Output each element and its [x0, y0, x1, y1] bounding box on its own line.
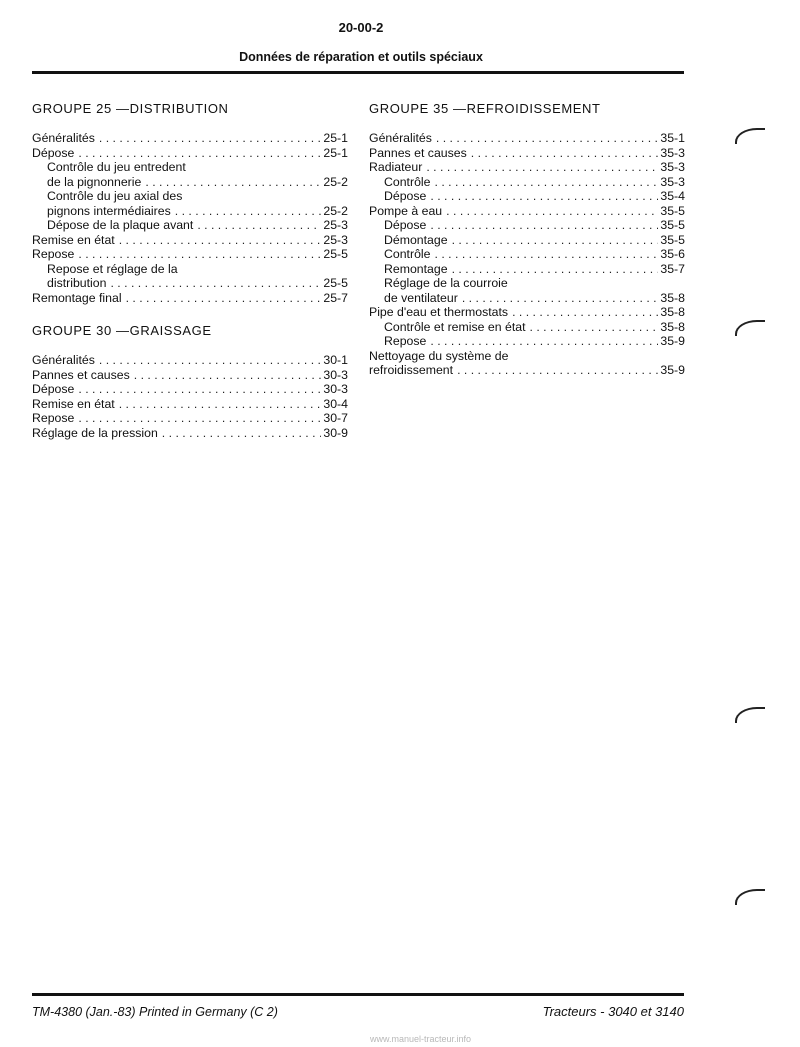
toc-entry: [369, 146, 685, 161]
dot-leader: [452, 233, 659, 248]
toc-entry: [32, 146, 348, 161]
toc-page-number: 30-3: [323, 382, 348, 396]
group-title: GROUPE 30 —GRAISSAGE: [32, 323, 212, 338]
toc-entry-label: Contrôle: [384, 174, 431, 189]
toc-page-number: 25-1: [323, 131, 348, 145]
footer-rule: [32, 993, 684, 996]
dot-leader: [430, 218, 658, 233]
dot-leader: [78, 382, 321, 397]
footer-model-title: Tracteurs - 3040 et 3140: [542, 1004, 684, 1019]
toc-entry-label: Remise en état: [32, 396, 115, 411]
binder-tab-marker: [735, 889, 765, 905]
toc-entry: [32, 426, 348, 441]
toc-entry-label: Pompe à eau: [369, 203, 443, 218]
toc-entry-label: de la pignonnerie: [47, 174, 142, 189]
toc-entry-label: Démontage: [384, 232, 448, 247]
toc-entry: [369, 233, 685, 248]
toc-page-number: 35-7: [660, 261, 685, 276]
toc-entry-label: Dépose: [384, 189, 427, 203]
toc-page-number: 25-3: [323, 218, 348, 232]
toc-entry-label: Remise en état: [32, 232, 115, 247]
toc-page-number: 35-8: [660, 319, 685, 334]
toc-entry: [32, 204, 348, 219]
toc-page-number: 25-1: [323, 145, 348, 160]
toc-entry-label: Remontage final: [32, 290, 122, 305]
toc-entry-label: Nettoyage du système de: [369, 348, 509, 363]
toc-page-number: 35-5: [660, 203, 685, 218]
toc-page-number: 35-6: [660, 247, 685, 261]
toc-entry-label: Dépose: [384, 218, 427, 232]
toc-entry-label: Dépose: [32, 382, 75, 396]
toc-page-number: 35-9: [660, 334, 685, 348]
toc-entry-line: [32, 189, 348, 204]
toc-page-number: 35-4: [660, 189, 685, 203]
dot-leader: [119, 233, 322, 248]
toc-entry-label: Repose et réglage de la: [47, 261, 178, 276]
binder-tab-marker: [735, 707, 765, 723]
toc-page-number: 25-2: [323, 203, 348, 218]
toc-entry-label: Réglage de la courroie: [384, 276, 508, 290]
toc-entry-label: Repose: [32, 247, 75, 261]
toc-page-number: 30-1: [323, 353, 348, 367]
toc-entry: [369, 320, 685, 335]
toc-entry: [32, 353, 348, 368]
toc-entry-label: Remontage: [384, 261, 448, 276]
group-title: GROUPE 25 —DISTRIBUTION: [32, 101, 229, 116]
toc-entry: [32, 276, 348, 291]
footer-manual-reference: TM-4380 (Jan.-83) Printed in Germany (C 2): [32, 1005, 278, 1019]
dot-leader: [110, 276, 321, 291]
toc-entry-line: [369, 349, 685, 364]
dot-leader: [434, 247, 658, 262]
toc-page-number: 35-3: [660, 174, 685, 189]
toc-page-number: 25-3: [323, 232, 348, 247]
dot-leader: [434, 175, 658, 190]
left-column: [32, 100, 348, 440]
toc-page-number: 35-5: [660, 218, 685, 232]
toc-entry-label: Pipe d'eau et thermostats: [369, 305, 509, 319]
toc-page-number: 25-5: [323, 247, 348, 261]
toc-page-number: 35-3: [660, 145, 685, 160]
toc-entry: [369, 204, 685, 219]
toc-page-number: 30-7: [323, 411, 348, 425]
dot-leader: [175, 204, 322, 219]
binder-tab-marker: [735, 128, 765, 144]
binder-tab-marker: [735, 320, 765, 336]
toc-entry: [369, 131, 685, 146]
dot-leader: [78, 247, 321, 262]
toc-entry-label: Généralités: [369, 131, 432, 145]
page-subtitle: Données de réparation et outils spéciaux: [239, 50, 483, 64]
toc-page-number: 25-2: [323, 174, 348, 189]
dot-leader: [426, 160, 658, 175]
toc-entry-label: Réglage de la pression: [32, 425, 158, 440]
toc-entry-label: Généralités: [32, 353, 95, 367]
toc-entry-label: Pannes et causes: [32, 367, 130, 382]
toc-entry: [32, 291, 348, 306]
toc-page-number: 35-5: [660, 232, 685, 247]
toc-page-number: 30-4: [323, 396, 348, 411]
toc-page-number: 35-8: [660, 305, 685, 319]
dot-leader: [119, 397, 322, 412]
toc-entry: [32, 411, 348, 426]
toc-entry: [369, 262, 685, 277]
toc-entry: [32, 218, 348, 233]
toc-page-number: 25-7: [323, 290, 348, 305]
toc-entry-label: Repose: [384, 334, 427, 348]
dot-leader: [430, 334, 658, 349]
dot-leader: [99, 131, 321, 146]
toc-entry-label: distribution: [47, 276, 107, 290]
dot-leader: [126, 291, 322, 306]
dot-leader: [197, 218, 321, 233]
toc-entry-label: Radiateur: [369, 160, 423, 174]
toc-page-number: 35-1: [660, 131, 685, 145]
dot-leader: [446, 204, 658, 219]
group-title: GROUPE 35 —REFROIDISSEMENT: [369, 101, 601, 116]
toc-entry: [32, 233, 348, 248]
toc-page-number: 30-9: [323, 425, 348, 440]
toc-entry-label: Contrôle: [384, 247, 431, 261]
toc-page-number: 35-3: [660, 160, 685, 174]
dot-leader: [145, 175, 321, 190]
toc-entry-line: [32, 160, 348, 175]
toc-page-number: 35-9: [660, 363, 685, 377]
toc-entry-label: Dépose de la plaque avant: [47, 218, 194, 232]
toc-page-number: 35-8: [660, 290, 685, 305]
toc-entry: [369, 247, 685, 262]
toc-entry: [369, 334, 685, 349]
dot-leader: [99, 353, 321, 368]
toc-entry: [32, 368, 348, 383]
toc-entry-list: [32, 353, 348, 440]
toc-page-number: 30-3: [323, 367, 348, 382]
page-number: 20-00-2: [338, 20, 384, 35]
dot-leader: [78, 411, 321, 426]
toc-entry: [369, 189, 685, 204]
dot-leader: [78, 146, 321, 161]
toc-entry-label: Contrôle du jeu entredent: [47, 160, 186, 174]
toc-entry: [369, 305, 685, 320]
toc-entry: [32, 397, 348, 412]
toc-entry-label: Dépose: [32, 145, 75, 160]
right-column: [369, 100, 685, 378]
toc-entry: [369, 218, 685, 233]
dot-leader: [430, 189, 658, 204]
watermark: www.manuel-tracteur.info: [370, 1034, 472, 1044]
dot-leader: [471, 146, 659, 161]
dot-leader: [457, 363, 658, 378]
toc-entry-label: pignons intermédiaires: [47, 203, 171, 218]
toc-entry: [32, 175, 348, 190]
toc-entry-label: de ventilateur: [384, 290, 458, 305]
toc-entry: [32, 247, 348, 262]
dot-leader: [462, 291, 659, 306]
toc-entry: [32, 382, 348, 397]
toc-entry-list: [32, 131, 348, 305]
toc-entry: [369, 175, 685, 190]
toc-entry: [32, 131, 348, 146]
toc-entry-line: [32, 262, 348, 277]
toc-entry-label: Pannes et causes: [369, 145, 467, 160]
dot-leader: [512, 305, 658, 320]
toc-entry: [369, 160, 685, 175]
dot-leader: [452, 262, 659, 277]
toc-entry-label: Contrôle et remise en état: [384, 319, 526, 334]
toc-entry-label: refroidissement: [369, 363, 454, 377]
toc-page-number: 25-5: [323, 276, 348, 290]
toc-entry-line: [369, 276, 685, 291]
header-rule: [32, 71, 684, 74]
dot-leader: [134, 368, 322, 383]
toc-entry: [369, 291, 685, 306]
toc-entry: [369, 363, 685, 378]
dot-leader: [162, 426, 322, 441]
toc-entry-list: [369, 131, 685, 378]
dot-leader: [436, 131, 658, 146]
toc-entry-label: Repose: [32, 411, 75, 425]
toc-entry-label: Généralités: [32, 131, 95, 145]
toc-entry-label: Contrôle du jeu axial des: [47, 189, 183, 203]
dot-leader: [530, 320, 659, 335]
